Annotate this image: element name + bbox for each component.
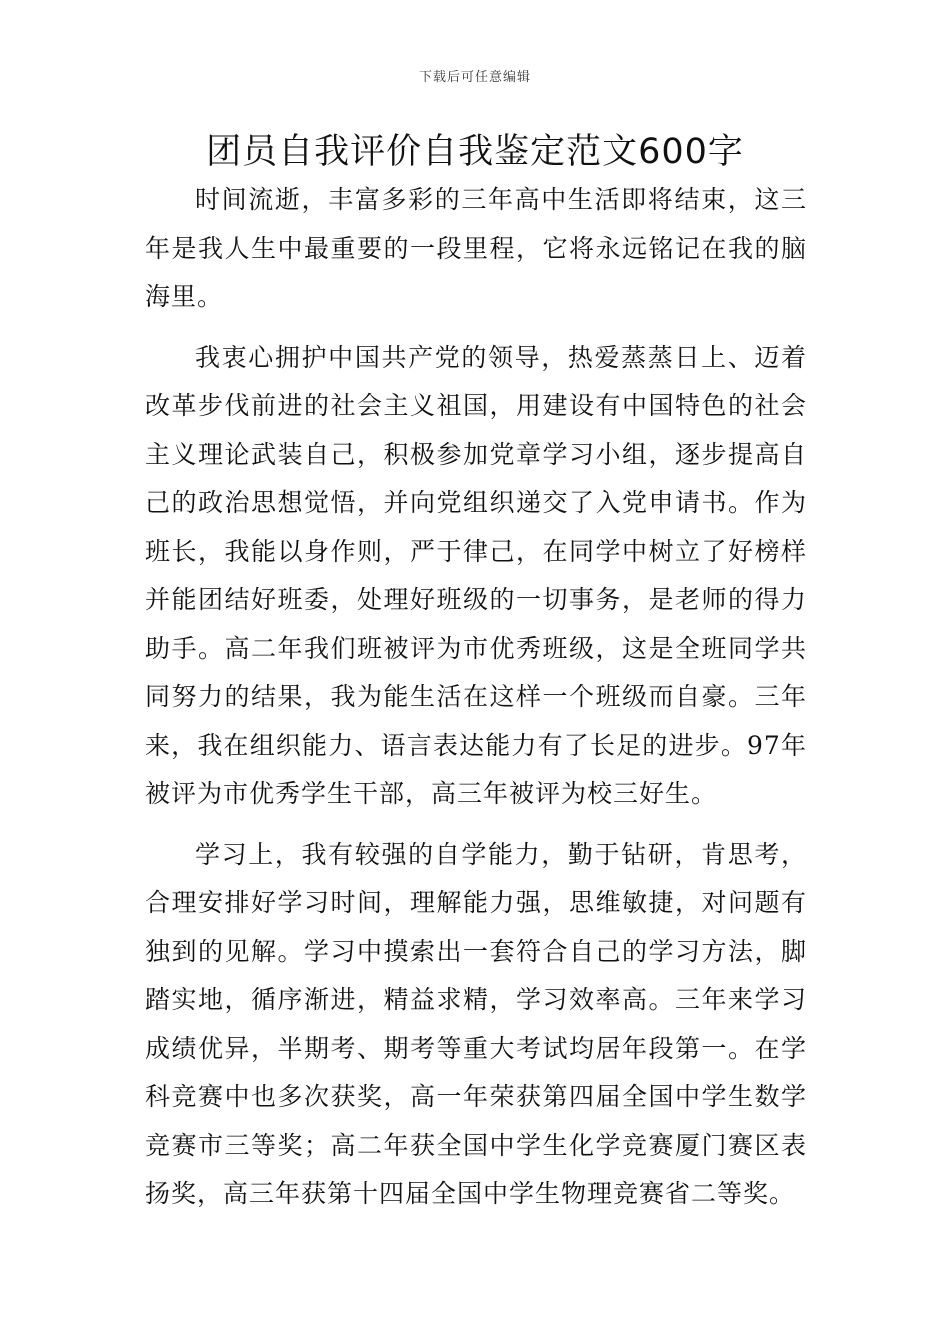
paragraph-3: 学习上，我有较强的自学能力，勤于钻研，肯思考，合理安排好学习时间，理解能力强，思维敏捷，对问题有独到的见解。学习中摸索出一套符合自己的学习方法，脚踏实地，循序渐进，精益求精，学习效率高。三年来学习成绩优异，半期考、期考等重大考试均居年段第一。在学科竞赛中也多次获奖，高一年荣获第四届全国中学生数学竞赛市三等奖；高二年获全国中学生化学竞赛厦门赛区表扬奖，高三年获第十四届全国中学生物理竞赛省二等奖。 xyxy=(145,839,807,1208)
document-body xyxy=(145,176,807,1231)
paragraph-1: 时间流逝，丰富多彩的三年高中生活即将结束，这三年是我人生中最重要的一段里程，它将永远铭记在我的脑海里。 xyxy=(145,185,807,311)
paragraph-2: 我衷心拥护中国共产党的领导，热爱蒸蒸日上、迈着改革步伐前进的社会主义祖国，用建设有中国特色的社会主义理论武装自己，积极参加党章学习小组，逐步提高自己的政治思想觉悟，并向党组织递交了入党申请书。作为班长，我能以身作则，严于律己，在同学中树立了好榜样并能团结好班委，处理好班级的一切事务，是老师的得力助手。高二年我们班被评为市优秀班级，这是全班同学共同努力的结果，我为能生活在这样一个班级而自豪。三年来，我在组织能力、语言表达能力有了长足的进步。97年被评为市优秀学生干部，高三年被评为校三好生。 xyxy=(145,342,807,808)
header-note: 下载后可任意编辑 xyxy=(418,70,531,85)
document-title: 团员自我评价自我鉴定范文600字 xyxy=(206,132,744,172)
